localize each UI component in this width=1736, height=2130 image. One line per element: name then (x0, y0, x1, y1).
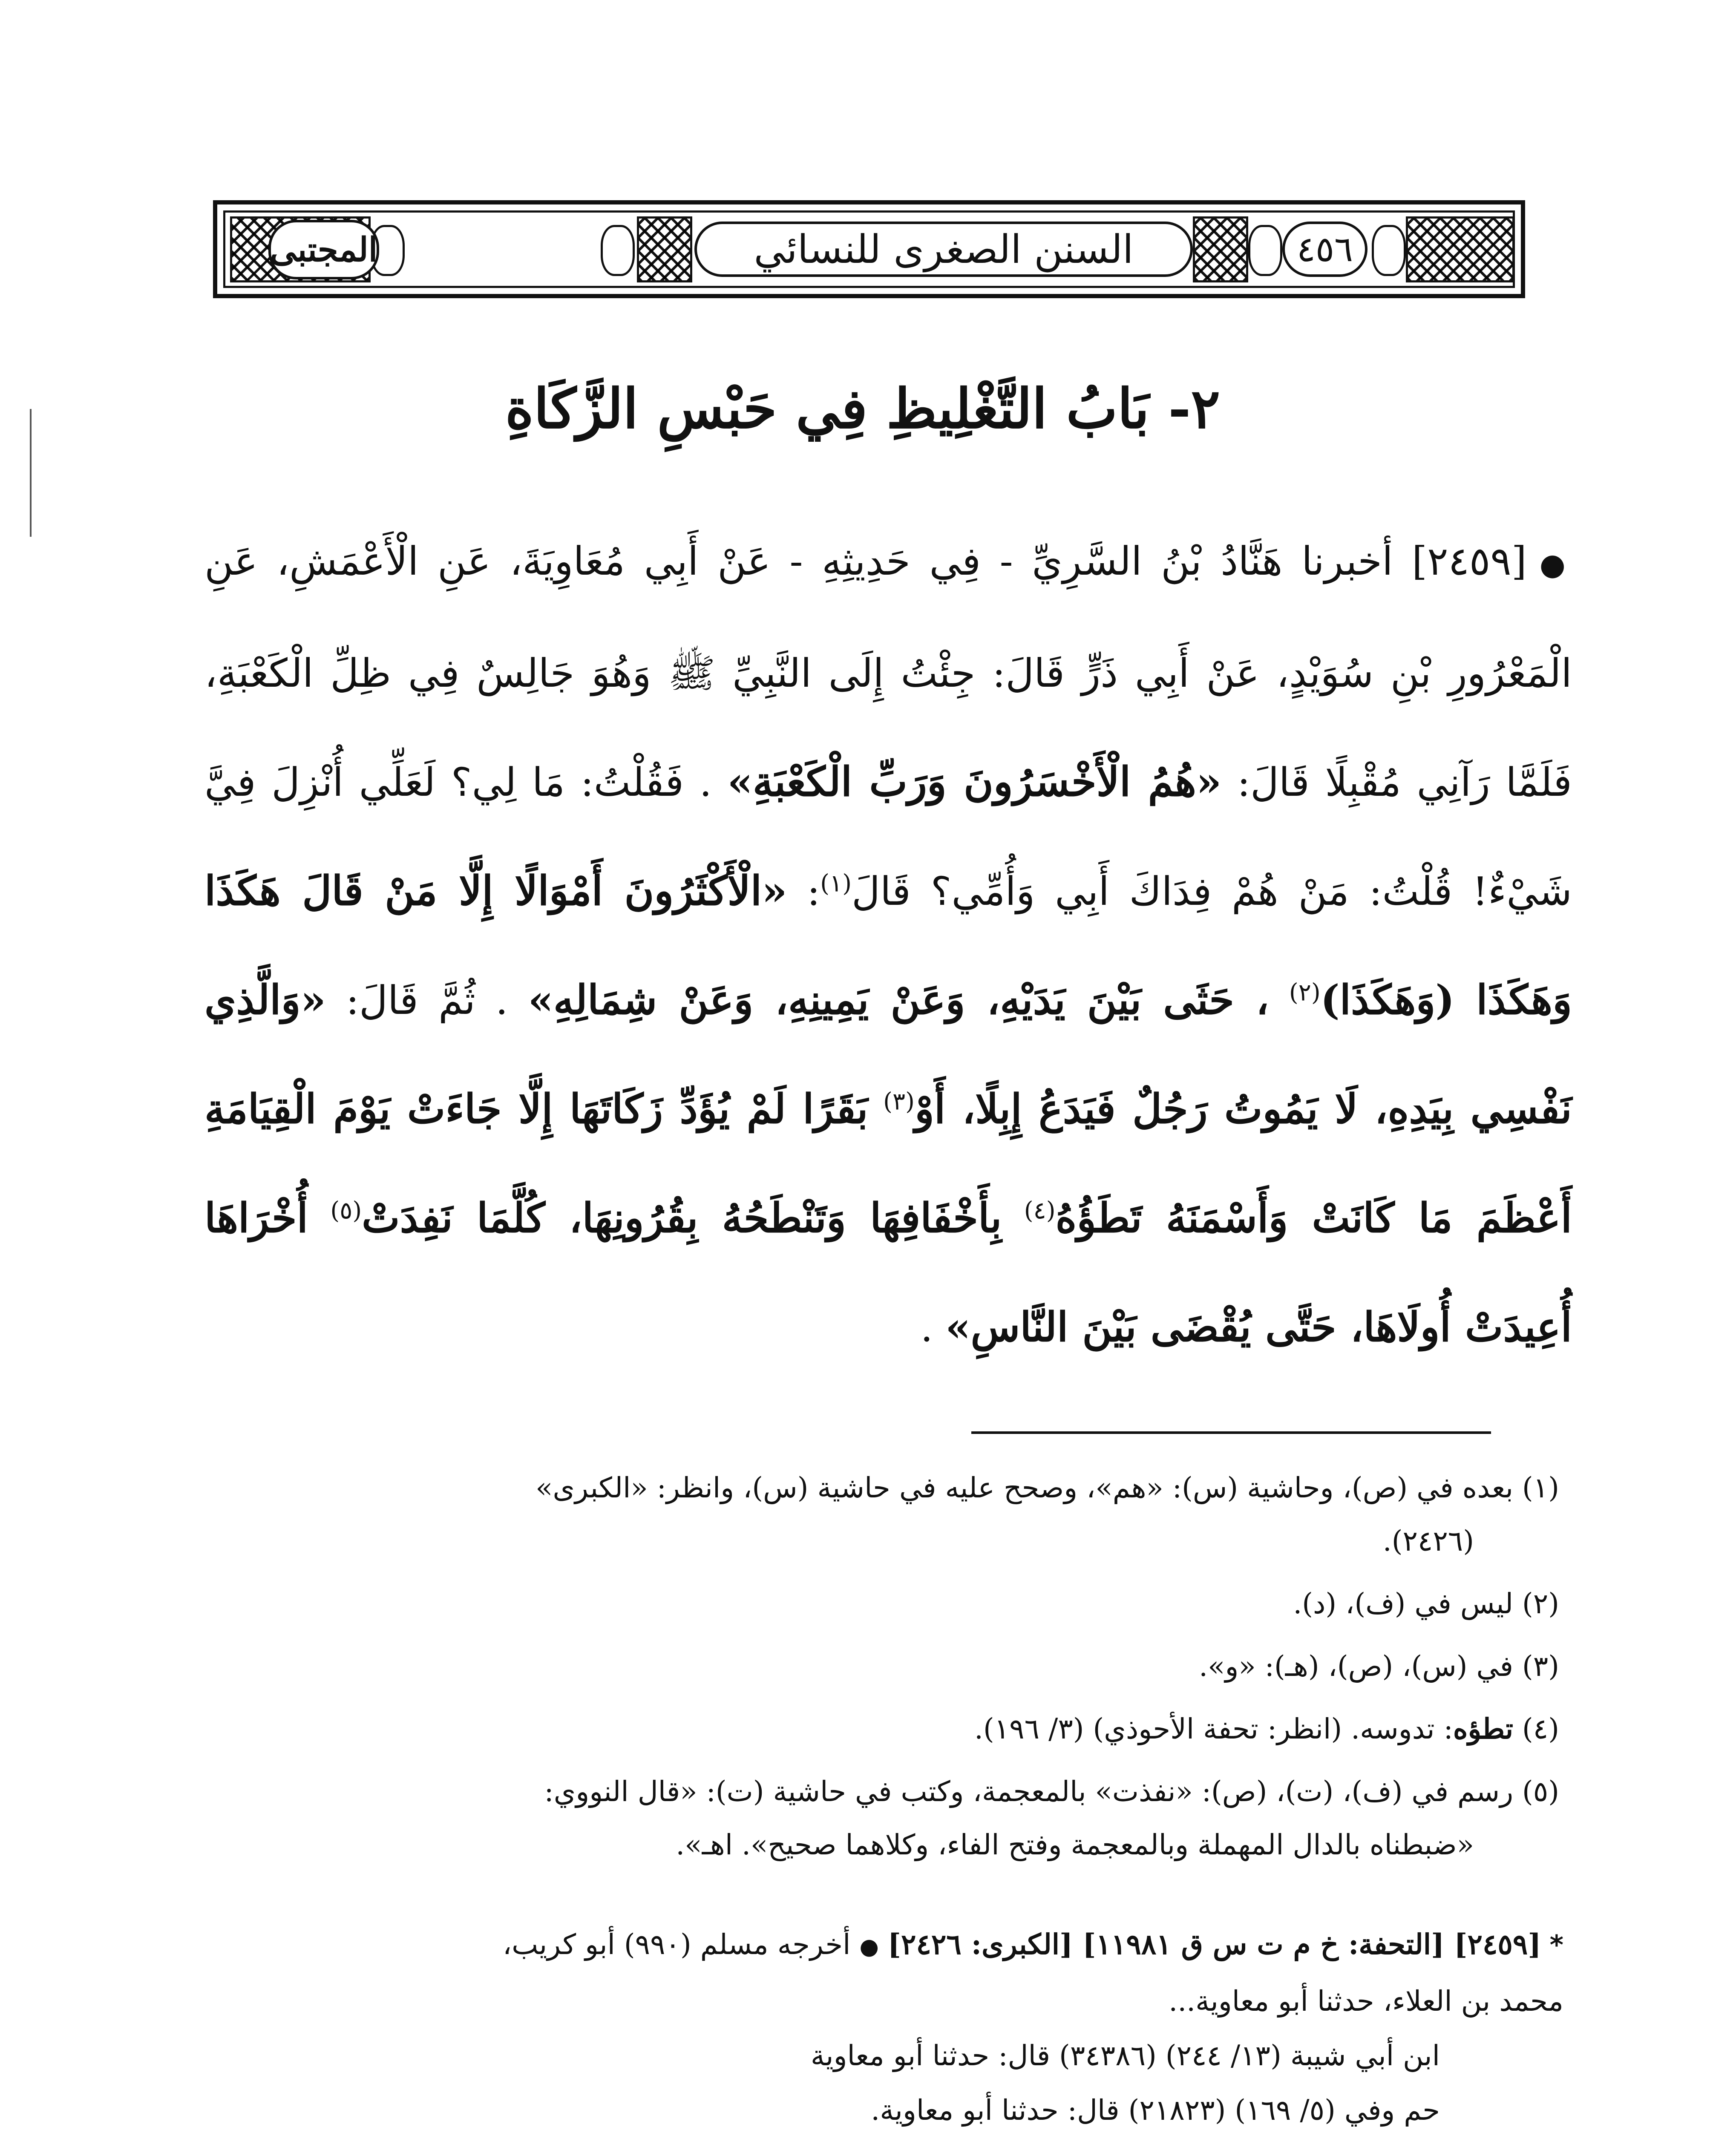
takhrij-line (204, 2029, 1563, 2083)
footnote-text: (١) بعده في (ص)، وحاشية (س): «هم»، وصحح عليه في حاشية (س)، وانظر: «الكبرى» (535, 1471, 1559, 1504)
footnote-text: (٤) (1513, 1713, 1559, 1745)
page-number: ٤٥٦ (1296, 229, 1353, 270)
running-title: السنن الصغرى للنسائي (754, 226, 1134, 272)
footnote-ref[interactable]: (٤) (1024, 1197, 1056, 1225)
footnote-ref[interactable]: (٥) (330, 1197, 362, 1225)
header-knot-ornament (1248, 225, 1282, 276)
footnote-ref[interactable]: (٢) (1289, 979, 1321, 1007)
footnote-text: : تدوسه. (انظر: تحفة الأحوذي) (٣/ ١٩٦). (974, 1713, 1453, 1745)
takhrij-line (204, 2083, 1563, 2130)
prophetic-quote: «هُمُ الْأَخْسَرُونَ وَرَبِّ الْكَعْبَةِ» (727, 758, 1222, 806)
takhrij-line (204, 1917, 1563, 1974)
takhrij-section (204, 1917, 1563, 2130)
takhrij-star: * (1549, 1929, 1563, 1960)
takhrij-line (204, 1974, 1563, 2029)
header-ornament-middle-right (1193, 216, 1248, 282)
hadith-number: [٢٤٥٩] (1412, 538, 1527, 584)
book-logo: المجتبى (270, 230, 378, 269)
takhrij-text: حم وفي (٥/ ١٦٩) (٢١٨٢٣) قال: حدثنا أبو معاوية. (871, 2094, 1440, 2127)
book-logo-cartouche (268, 220, 379, 279)
running-title-cartouche (694, 222, 1193, 277)
footnote (204, 1461, 1559, 1568)
hadith-narration: . فَقُلْتُ: مَا لِي؟ لَعَلِّي أُنْزِلَ فِيَّ شَيْءٌ! قُلْتُ: مَنْ هُمْ فِدَاكَ أَبِي وَأُمِّي؟ قَالَ (204, 760, 1572, 914)
takhrij-text: محمد بن العلاء، حدثنا أبو معاوية... (1169, 1985, 1563, 2018)
takhrij-text: ابن أبي شيبة (١٣/ ٢٤٤) (٣٤٣٨٦) قال: حدثنا أبو معاوية (810, 2039, 1440, 2072)
header-knot-ornament (601, 225, 635, 276)
takhrij-bullet: ● (859, 1934, 879, 1960)
hadith-text (204, 507, 1572, 1382)
footnote-text: (٢) ليس في (ف)، (د). (1293, 1587, 1559, 1620)
footnote-term: تطؤه (1453, 1712, 1514, 1745)
footnote (204, 1640, 1559, 1693)
hadith-narration: . ثُمَّ قَالَ: (346, 978, 508, 1023)
footnotes-section (204, 1461, 1559, 1881)
footnote-divider (971, 1431, 1491, 1434)
prophetic-quote: بِأَخْفَافِهَا وَتَنْطَحُهُ بِقُرُونِهَا، كُلَّمَا نَفِدَتْ (362, 1195, 1002, 1242)
prophetic-quote: «وَالَّذِي نَفْسِي بِيَدِهِ، لَا يَمُوتُ رَجُلٌ فَيَدَعُ إِبِلًا، أَوْ (204, 976, 1572, 1133)
footnote (204, 1702, 1559, 1756)
page-number-cartouche (1282, 222, 1367, 277)
margin-scan-mark (30, 409, 32, 537)
header-knot-ornament (1372, 225, 1406, 276)
hadith-bullet: ● (1539, 547, 1572, 582)
prophetic-quote: «الْأَكْثَرُونَ أَمْوَالًا إِلَّا مَنْ قَالَ هَكَذَا وَهَكَذَا (وَهَكَذَا) (204, 867, 1572, 1024)
hadith-end-mark: . (920, 1305, 933, 1350)
footnote-continuation: «ضبطناه بالدال المهملة وبالمعجمة وفتح الفاء، وكلاهما صحيح». اهـ». (676, 1828, 1474, 1861)
footnote (204, 1577, 1559, 1630)
footnote-ref[interactable]: (١) (820, 869, 852, 898)
header-ornament-right (1406, 216, 1514, 282)
footnote-ref[interactable]: (٣) (883, 1088, 915, 1116)
takhrij-reference: [٢٤٥٩] [التحفة: خ م ت س ق ١١٩٨١] [الكبرى: ٢٤٢٦] (887, 1928, 1541, 1961)
footnote-continuation: (٢٤٢٦). (1382, 1525, 1474, 1557)
prophetic-quote: ، حَثَى بَيْنَ يَدَيْهِ، وَعَنْ يَمِينِهِ، وَعَنْ شِمَالِهِ» (528, 976, 1269, 1024)
hadith-isnad: أخبرنا هَنَّادُ بْنُ السَّرِيِّ - فِي حَدِيثِهِ - عَنْ أَبِي مُعَاوِيَةَ، عَنِ الْأَعْمَشِ، عَنِ الْمَعْرُورِ بْنِ سُوَيْدٍ، عَنْ أَبِي ذَرٍّ قَالَ: جِئْتُ إِلَى النَّبِيِّ ﷺ وَهُوَ جَالِسٌ فِي ظِلِّ الْكَعْبَةِ، فَلَمَّا رَآنِي مُقْبِلًا قَالَ: (204, 538, 1572, 805)
page-header-band (213, 200, 1525, 298)
header-ornament-middle-left (637, 216, 692, 282)
footnote (204, 1765, 1559, 1871)
footnote-text: (٣) في (س)، (ص)، (هـ): «و». (1199, 1650, 1559, 1683)
prophetic-quote: أُخْرَاهَا أُعِيدَتْ أُولَاهَا، حَتَّى يُقْضَى بَيْنَ النَّاسِ» (204, 1195, 1572, 1351)
takhrij-text: أخرجه مسلم (٩٩٠) أبو كريب، (502, 1928, 851, 1961)
chapter-heading: ٢- بَابُ التَّغْلِيظِ فِي حَبْسِ الزَّكَاةِ (505, 377, 1221, 441)
prophetic-quote: بَقَرًا لَمْ يُؤَدِّ زَكَاتَهَا إِلَّا جَاءَتْ يَوْمَ الْقِيَامَةِ أَعْظَمَ مَا كَانَتْ وَأَسْمَنَهُ تَطَؤُهُ (204, 1085, 1572, 1242)
hadith-colon: : (807, 869, 820, 914)
footnote-text: (٥) رسم في (ف)، (ت)، (ص): «نفذت» بالمعجمة، وكتب في حاشية (ت): «قال النووي: (544, 1775, 1559, 1808)
